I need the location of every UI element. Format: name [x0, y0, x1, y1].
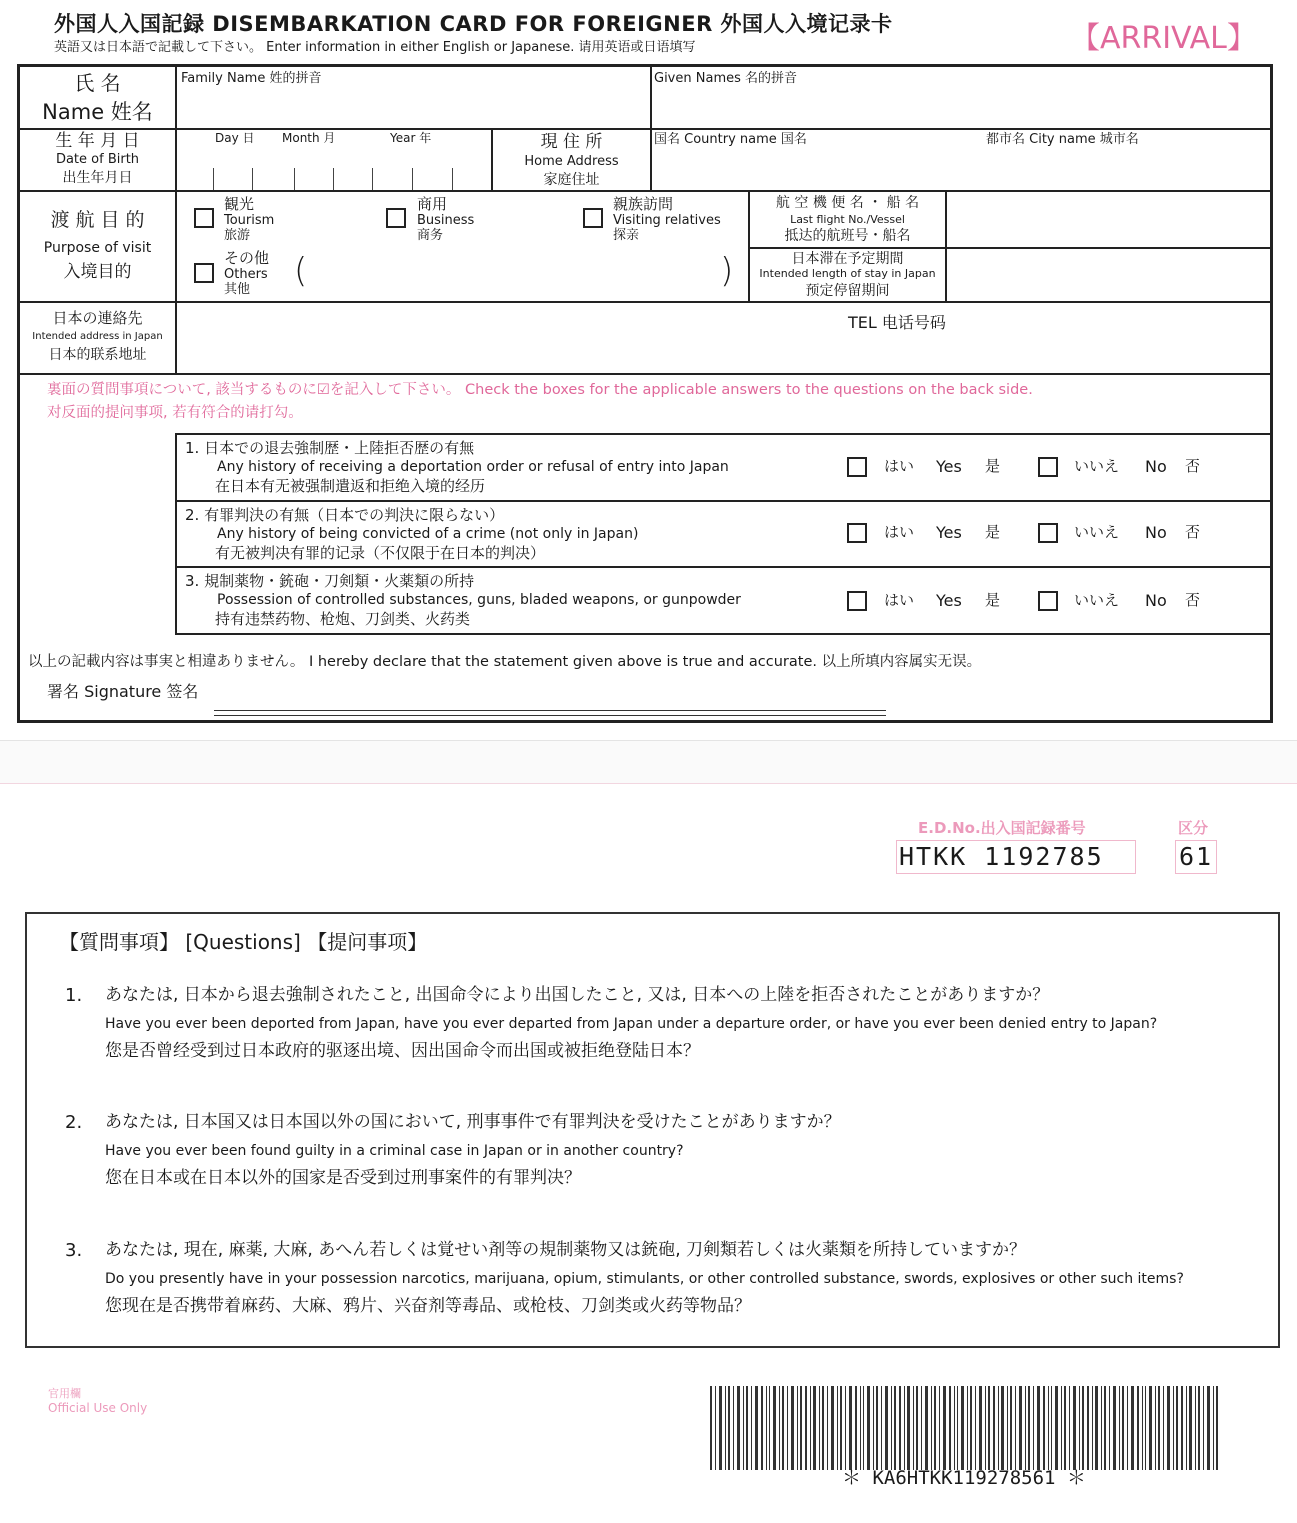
- no-cn: 否: [1185, 523, 1201, 541]
- official-use-jp: 官用欄: [48, 1387, 81, 1400]
- ed-number: HTKK 1192785: [899, 842, 1104, 871]
- back-question-1-jp: あなたは, 日本から退去強制されたこと, 出国命令により出国したこと, 又は, 日本への上陸を拒否されたことがありますか？: [105, 985, 1050, 1005]
- language-instruction: 英語又は日本語で記載して下さい。 Enter information in either English or Japanese. 请用英语或日语填写: [54, 40, 696, 55]
- city-field[interactable]: [982, 129, 1270, 190]
- no-jp: いいえ: [1074, 523, 1120, 541]
- business-cn: 商务: [417, 228, 444, 243]
- business-checkbox[interactable]: [386, 208, 406, 228]
- purpose-label-cn: 入境目的: [63, 262, 132, 282]
- back-question-3-cn: 您现在是否携带着麻药、大麻、鸦片、兴奋剂等毒品、或枪枝、刀剑类或火药等物品？: [105, 1296, 751, 1316]
- others-detail-field[interactable]: [312, 256, 717, 294]
- country-field[interactable]: [652, 129, 982, 190]
- class-number-box: [1175, 840, 1217, 874]
- relatives-cn: 探亲: [613, 228, 640, 243]
- question-1-no-checkbox[interactable]: [1038, 457, 1058, 477]
- card-separator: [0, 740, 1297, 784]
- yes-jp: はい: [884, 457, 915, 475]
- year-label: Year 年: [390, 131, 432, 145]
- back-question-3-num: 3.: [65, 1240, 83, 1261]
- yes-jp: はい: [884, 523, 915, 541]
- back-question-3-en: Do you presently have in your possession narcotics, marijuana, opium, stimulants, or other controlled substance, swords, explosives or other such items?: [105, 1271, 1184, 1287]
- questions-box: [25, 912, 1280, 1348]
- day-label: Day 日: [215, 131, 255, 145]
- official-use-en: Official Use Only: [48, 1401, 148, 1415]
- question-3-cn: 持有违禁药物、枪炮、刀剑类、火药类: [215, 610, 471, 628]
- family-name-field[interactable]: [177, 66, 649, 128]
- month-label: Month 月: [282, 131, 336, 145]
- question-2-cn: 有无被判决有罪的记录（不仅限于在日本的判决）: [215, 544, 546, 562]
- tel-label: TEL 电话号码: [848, 313, 946, 332]
- yes-cn: 是: [985, 457, 1001, 475]
- others-paren-close: ): [720, 251, 734, 291]
- flight-label-jp: 航 空 機 便 名 ・ 船 名: [775, 195, 920, 211]
- no-jp: いいえ: [1074, 457, 1120, 475]
- address-label-jp: 現 住 所: [540, 132, 603, 152]
- back-question-2-en: Have you ever been found guilty in a criminal case in Japan or in another country?: [105, 1143, 684, 1159]
- signature-label: 署名 Signature 签名: [47, 682, 199, 701]
- ed-number-box: [896, 840, 1136, 874]
- flight-label-en: Last flight No./Vessel: [790, 213, 905, 226]
- no-jp: いいえ: [1074, 591, 1120, 609]
- signature-field[interactable]: [214, 680, 886, 710]
- questions-header: 【質問事項】 [Questions] 【提问事项】: [59, 930, 428, 954]
- yes-jp: はい: [884, 591, 915, 609]
- tourism-cn: 旅游: [224, 228, 251, 243]
- tourism-en: Tourism: [224, 213, 275, 228]
- others-jp: その他: [224, 249, 270, 267]
- dob-field[interactable]: [177, 129, 490, 190]
- relatives-checkbox[interactable]: [583, 208, 603, 228]
- back-question-2: [63, 1111, 1273, 1201]
- flight-field[interactable]: [947, 191, 1270, 247]
- given-names-label: Given Names 名的拼音: [654, 71, 798, 86]
- name-label-jp: 氏 名: [74, 71, 121, 95]
- business-en: Business: [417, 213, 475, 228]
- yes-cn: 是: [985, 591, 1001, 609]
- yes-en: Yes: [936, 457, 962, 476]
- tourism-checkbox[interactable]: [194, 208, 214, 228]
- relatives-en: Visiting relatives: [613, 213, 721, 228]
- declaration: 以上の記載内容は事実と相違ありません。 I hereby declare that the statement given above is true and accurate. 以上所填内容属实无误。: [28, 654, 982, 670]
- no-cn: 否: [1185, 457, 1201, 475]
- back-question-3-jp: あなたは, 現在, 麻薬, 大麻, あへん若しくは覚せい剤等の規制薬物又は銃砲, 刀剣類若しくは火薬類を所持していますか？: [105, 1240, 1027, 1260]
- family-name-label: Family Name 姓的拼音: [181, 71, 322, 86]
- no-en: No: [1145, 591, 1167, 610]
- name-label-en: Name 姓名: [42, 100, 153, 124]
- question-2-no-checkbox[interactable]: [1038, 523, 1058, 543]
- class-label: 区分: [1178, 819, 1209, 837]
- ed-number-label: E.D.No.出入国記録番号: [918, 819, 1086, 837]
- stay-label-jp: 日本滞在予定期間: [791, 251, 904, 267]
- city-label: 都市名 City name 城市名: [986, 132, 1139, 147]
- question-3-jp: 3. 規制薬物・銃砲・刀剣類・火薬類の所持: [185, 572, 475, 590]
- given-names-field[interactable]: [652, 66, 1270, 128]
- others-checkbox[interactable]: [194, 263, 214, 283]
- yes-en: Yes: [936, 523, 962, 542]
- purpose-label-en: Purpose of visit: [43, 240, 152, 256]
- stay-label-en: Intended length of stay in Japan: [759, 267, 936, 280]
- contact-label-jp: 日本の連絡先: [52, 309, 143, 327]
- yes-cn: 是: [985, 523, 1001, 541]
- back-question-1: [63, 984, 1273, 1074]
- no-en: No: [1145, 457, 1167, 476]
- stay-label-cn: 预定停留期间: [805, 283, 890, 299]
- stay-field[interactable]: [947, 249, 1270, 301]
- back-question-1-cn: 您是否曾经受到过日本政府的驱逐出境、因出国命令而出国或被拒绝登陆日本？: [105, 1041, 700, 1061]
- others-paren-open: (: [294, 251, 308, 291]
- question-1-yes-checkbox[interactable]: [847, 457, 867, 477]
- others-cn: 其他: [224, 282, 251, 297]
- contact-address-field[interactable]: [177, 303, 837, 373]
- signature-line: [214, 710, 886, 716]
- barcode: [710, 1386, 1220, 1470]
- question-3-en: Possession of controlled substances, guns, bladed weapons, or gunpowder: [217, 592, 741, 608]
- front-card: [0, 0, 1297, 740]
- business-jp: 商用: [417, 195, 448, 213]
- check-instruction-1: 裏面の質問事項について, 該当するものに☑を記入して下さい。 Check the boxes for the applicable answers to the questions on the back side.: [47, 382, 1033, 398]
- question-1-cn: 在日本有无被强制遣返和拒绝入境的经历: [215, 477, 486, 495]
- address-label-cn: 家庭住址: [543, 172, 600, 188]
- flight-label-cn: 抵达的航班号・船名: [784, 228, 911, 244]
- back-question-1-num: 1.: [65, 985, 83, 1006]
- question-1-jp: 1. 日本での退去強制歴・上陸拒否歴の有無: [185, 439, 475, 457]
- tourism-jp: 観光: [224, 195, 255, 213]
- address-label-en: Home Address: [524, 154, 619, 169]
- dob-label-cn: 出生年月日: [62, 170, 133, 186]
- back-question-3: [63, 1239, 1273, 1329]
- question-2-en: Any history of being convicted of a crime (not only in Japan): [217, 526, 639, 542]
- check-instruction-2: 对反面的提问事项, 若有符合的请打勾。: [47, 405, 303, 421]
- barcode-text: ＊ KA6HTKK119278561 ＊: [842, 1467, 1086, 1489]
- yes-en: Yes: [936, 591, 962, 610]
- back-card: [0, 782, 1297, 1523]
- tel-field[interactable]: [848, 336, 1268, 372]
- class-number: 61: [1179, 842, 1214, 871]
- no-en: No: [1145, 523, 1167, 542]
- back-question-1-en: Have you ever been deported from Japan, have you ever departed from Japan under a departure order, or have you ever been denied entry to Japan?: [105, 1016, 1158, 1032]
- back-question-2-cn: 您在日本或在日本以外的国家是否受到过刑事案件的有罪判决？: [105, 1168, 581, 1188]
- others-en: Others: [224, 267, 268, 282]
- no-cn: 否: [1185, 591, 1201, 609]
- back-question-2-num: 2.: [65, 1112, 83, 1133]
- card-title: 外国人入国記録 DISEMBARKATION CARD FOR FOREIGNER 外国人入境记录卡: [54, 12, 893, 36]
- dob-label-en: Date of Birth: [55, 152, 140, 167]
- question-1-en: Any history of receiving a deportation order or refusal of entry into Japan: [217, 459, 729, 475]
- question-3-no-checkbox[interactable]: [1038, 591, 1058, 611]
- question-3-yes-checkbox[interactable]: [847, 591, 867, 611]
- contact-label-cn: 日本的联系地址: [48, 347, 147, 363]
- back-question-2-jp: あなたは, 日本国又は日本国以外の国において, 刑事事件で有罪判決を受けたことがありますか？: [105, 1112, 841, 1132]
- relatives-jp: 親族訪問: [613, 195, 674, 213]
- country-label: 国名 Country name 国名: [654, 132, 807, 147]
- question-2-jp: 2. 有罪判決の有無（日本での判決に限らない）: [185, 506, 505, 524]
- contact-label-en: Intended address in Japan: [32, 331, 163, 342]
- question-2-yes-checkbox[interactable]: [847, 523, 867, 543]
- arrival-label: 【ARRIVAL】: [1070, 21, 1257, 56]
- purpose-label-jp: 渡 航 目 的: [50, 209, 145, 231]
- dob-label-jp: 生 年 月 日: [55, 131, 140, 151]
